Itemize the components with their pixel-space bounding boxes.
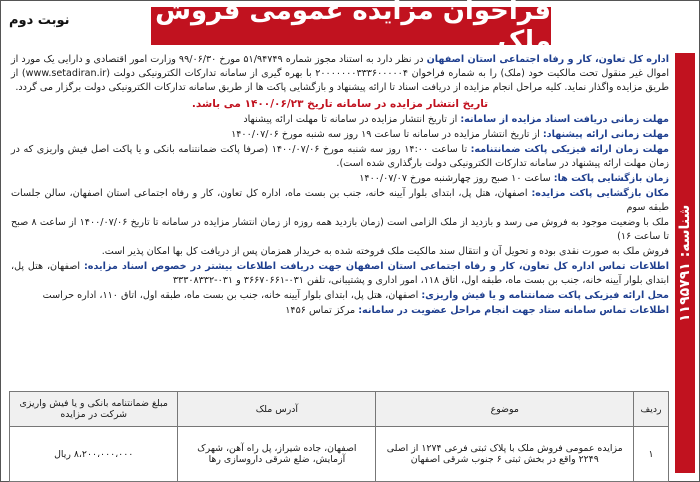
deadline-physical-text: تا ساعت ۱۴:۰۰ روز سه شنبه مورخ ۱۴۰۰/۰۷/۰۶ (صرفا پاکت ضمانتنامه بانکی و یا پاکت اصل فیش واریزی که در زمان مهلت ارائه پیشنهاد در سامانه تدارکات الکترونیکی دولت بارگذاری شده است). — [11, 144, 669, 169]
notice-title: فراخوان مزایده عمومی فروش ملک — [151, 7, 551, 45]
setad-contact — [11, 304, 669, 318]
visit-note: ملک با وضعیت موجود به فروش می رسد و بازدید از ملک الزامی است (زمان بازدید همه روزه از زمان انتشار مزایده در سامانه تا تاریخ ۱۴۰۰/۰۷/۰۶ از ساعت ۸ صبح تا ساعت ۱۶) — [11, 217, 670, 242]
setad-contact-label: اطلاعات تماس سامانه ستاد جهت انجام مراحل عضویت در سامانه: — [358, 305, 669, 316]
table-header-row — [10, 392, 669, 427]
notice-body — [11, 53, 669, 319]
contact-label: اطلاعات تماس اداره کل تعاون، کار و رفاه اجتماعی استان اصفهان جهت دریافت اطلاعات بیشتر در خصوص اسناد مزایده: — [83, 261, 669, 272]
physical-place-label: محل ارائه فیزیکی پاکت ضمانتنامه و یا فیش واریزی: — [421, 290, 669, 301]
cell-subject: مزایده عمومی فروش ملک با پلاک ثبتی فرعی ۱۲۷۴ از اصلی ۲۲۴۹ واقع در بخش ثبتی ۶ جنوب شرقی اصفهان — [376, 427, 634, 482]
organization-name: اداره کل تعاون، کار و رفاه اجتماعی استان اصفهان — [426, 54, 669, 65]
intro-paragraph — [11, 53, 669, 95]
contact-info — [11, 260, 669, 288]
opening-place — [11, 187, 669, 215]
cell-row-number: ۱ — [634, 427, 669, 482]
opening-place-label: مکان بازگشایی پاکت مزایده: — [531, 188, 669, 199]
header-subject: موضوع — [376, 392, 634, 427]
intro-text: در نظر دارد به استناد مجوز شماره ۵۱/۹۴۷۴۹ مورخ ۹۹/۰۶/۳۰ وزارت امور اقتصادی و دارایی یک مورد از اموال غیر منقول تحت مالکیت خود (ملک) را به شماره فراخوان ۲۰۰۰۰۰۰۰۳۳۳۶۰۰۰۰۰۴ با بهره گیری از سامانه تدارکات الکترونیکی دولت (www.setadiran.ir) از طریق مزایده واگذار نماید. کلیه مراحل انجام مزایده از دریافت اسناد تا ارائه پیشنهاد و بازگشایی پاکت ها از طریق سامانه تدارکات الکترونیکی دولت برگزار می گردد. — [11, 54, 669, 93]
contact-text: اصفهان، هتل پل، ابتدای بلوار آیینه خانه، جنب بن بست ماه، طبقه اول، اتاق ۱۱۸، امور اداری و پشتیبانی، تلفن ۰۳۱-۳۶۶۷۰۶۶۱ و ۰۳۱-۳۳۳۰۸۳۳۲ — [11, 261, 669, 286]
physical-place — [11, 289, 669, 303]
header-deposit: مبلغ ضمانتنامه بانکی و یا فیش واریزی شرکت در مزایده — [10, 392, 178, 427]
opening-time — [11, 172, 669, 186]
deadline-docs-text: از تاریخ انتشار مزایده در سامانه تا مهلت ارائه پیشنهاد — [243, 114, 458, 125]
physical-place-text: اصفهان، هتل پل، ابتدای بلوار آیینه خانه، جنب بن بست ماه، طبقه اول، اتاق ۱۱۰، اداره حراست — [42, 290, 419, 301]
opening-time-text: ساعت ۱۰ صبح روز چهارشنبه مورخ ۱۴۰۰/۰۷/۰۷ — [359, 173, 551, 184]
header-row-number: ردیف — [634, 392, 669, 427]
sale-note: فروش ملک به صورت نقدی بوده و تحویل آن و انتقال سند مالکیت ملک فروخته شده به خریدار همزمان پس از دریافت کل بها امکان پذیر است. — [101, 246, 669, 257]
cell-address: اصفهان، جاده شیراز، پل راه آهن، شهرک آزمایش، ضلع شرقی داروسازی رها — [178, 427, 376, 482]
header-address: آدرس ملک — [178, 392, 376, 427]
deadline-docs-label: مهلت زمانی دریافت اسناد مزایده از سامانه: — [460, 114, 669, 125]
deadline-physical-label: مهلت زمان ارائه فیزیکی پاکت ضمانتنامه: — [470, 144, 669, 155]
deadline-docs — [11, 113, 669, 127]
opening-time-label: زمان بازگشایی پاکت ها: — [553, 173, 669, 184]
deadline-offer-text: از تاریخ انتشار مزایده در سامانه تا ساعت ۱۹ روز سه شنبه مورخ ۱۴۰۰/۰۷/۰۶ — [231, 129, 540, 140]
auction-items-table — [9, 391, 669, 482]
publish-date: تاریخ انتشار مزایده در سامانه تاریخ ۱۴۰۰/۰۶/۲۳ می باشد. — [191, 98, 489, 110]
setad-contact-text: مرکز تماس ۱۴۵۶ — [285, 305, 356, 316]
deadline-offer-label: مهلت زمانی ارائه پیشنهاد: — [542, 129, 669, 140]
deadline-offer — [11, 128, 669, 142]
opening-place-text: اصفهان، هتل پل، ابتدای بلوار آیینه خانه، جنب بن بست ماه، اداره کل تعاون، کار و رفاه اجتماعی استان اصفهان، سالن جلسات طبقه سوم — [11, 188, 669, 213]
notice-id-strip: شناسه: ۱۱۹۵۷۹۱ — [675, 53, 695, 473]
cell-deposit: ۸،۲۰۰،۰۰۰،۰۰۰ ریال — [10, 427, 178, 482]
table-row — [10, 427, 669, 482]
round-badge: نوبت دوم — [9, 13, 70, 28]
deadline-physical — [11, 143, 669, 171]
